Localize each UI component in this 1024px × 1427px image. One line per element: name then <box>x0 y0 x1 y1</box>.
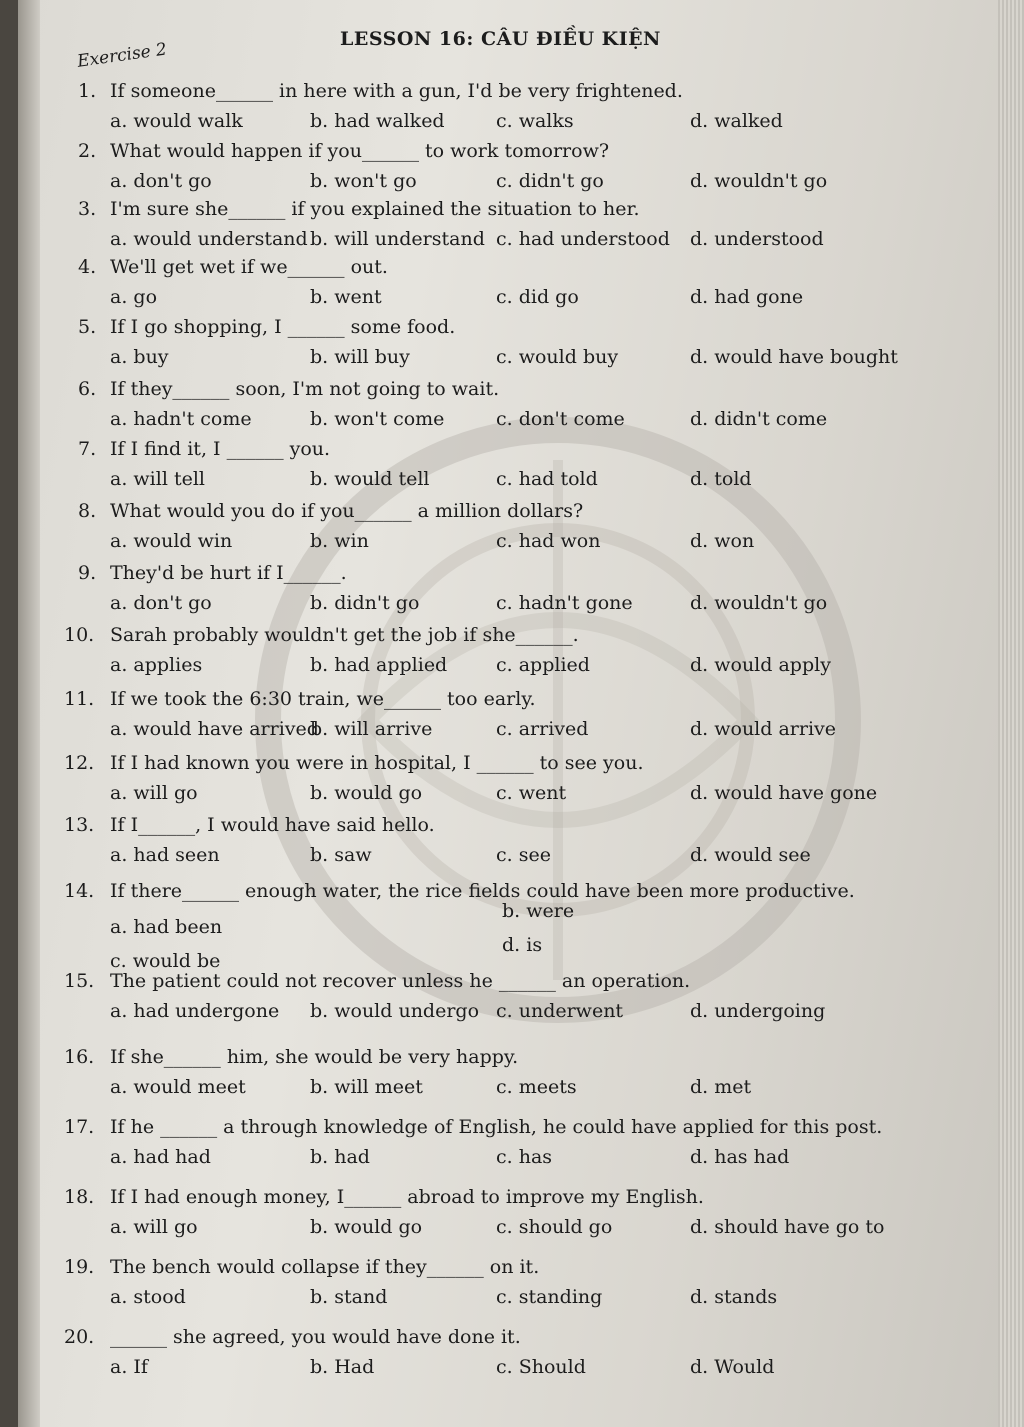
question-item <box>50 1256 950 1316</box>
question-stem: The bench would collapse if they______ on it. <box>110 1256 540 1278</box>
question-stem: If we took the 6:30 train, we______ too early. <box>110 688 536 710</box>
question-number: 12. <box>64 752 95 774</box>
question-stem: If I go shopping, I ______ some food. <box>110 316 456 338</box>
option-c[interactable]: c. went <box>496 782 567 804</box>
question-stem: I'm sure she______ if you explained the situation to her. <box>110 198 640 220</box>
question-number: 20. <box>64 1326 95 1348</box>
option-d[interactable]: d. would see <box>690 844 811 866</box>
option-d[interactable]: d. met <box>690 1076 752 1098</box>
question-item <box>50 1326 950 1386</box>
option-a[interactable]: a. will tell <box>110 468 205 490</box>
option-a[interactable]: a. don't go <box>110 170 212 192</box>
question-number: 2. <box>78 140 97 162</box>
question-stem: If I had known you were in hospital, I ______ to see you. <box>110 752 644 774</box>
question-item <box>50 316 950 376</box>
question-stem: If she______ him, she would be very happy. <box>110 1046 519 1068</box>
question-number: 14. <box>64 880 95 902</box>
option-a[interactable]: a. will go <box>110 1216 198 1238</box>
option-c[interactable]: c. meets <box>496 1076 577 1098</box>
question-item <box>50 880 950 980</box>
question-number: 6. <box>78 378 97 400</box>
option-d[interactable]: d. has had <box>690 1146 790 1168</box>
option-c[interactable]: c. arrived <box>496 718 589 740</box>
question-number: 19. <box>64 1256 95 1278</box>
question-item <box>50 562 950 622</box>
worksheet-page <box>18 0 1024 1427</box>
option-a[interactable]: a. had had <box>110 1146 211 1168</box>
question-stem: ______ she agreed, you would have done it. <box>110 1326 521 1348</box>
question-number: 15. <box>64 970 95 992</box>
option-a[interactable]: a. would win <box>110 530 233 552</box>
option-b[interactable]: b. will arrive <box>310 718 433 740</box>
option-c[interactable]: c. didn't go <box>496 170 604 192</box>
question-number: 7. <box>78 438 97 460</box>
question-number: 9. <box>78 562 97 584</box>
question-stem: The patient could not recover unless he ______ an operation. <box>110 970 691 992</box>
question-item <box>50 438 950 498</box>
question-number: 17. <box>64 1116 95 1138</box>
question-item <box>50 198 950 258</box>
option-c[interactable]: c. hadn't gone <box>496 592 633 614</box>
option-b[interactable]: b. won't go <box>310 170 417 192</box>
option-a[interactable]: a. applies <box>110 654 203 676</box>
question-item <box>50 814 950 874</box>
option-b[interactable]: b. will understand <box>310 228 485 250</box>
option-a[interactable]: a. had undergone <box>110 1000 280 1022</box>
option-c[interactable]: c. had understood <box>496 228 670 250</box>
option-c[interactable]: c. has <box>496 1146 553 1168</box>
question-stem: They'd be hurt if I______. <box>110 562 347 584</box>
question-stem: If I______, I would have said hello. <box>110 814 435 836</box>
option-d[interactable]: d. should have go to <box>690 1216 885 1238</box>
question-item <box>50 970 950 1030</box>
option-b[interactable]: b. win <box>310 530 369 552</box>
book-spine-shadow <box>18 0 40 1427</box>
question-number: 5. <box>78 316 97 338</box>
option-b[interactable]: b. didn't go <box>310 592 420 614</box>
option-b[interactable]: b. would tell <box>310 468 430 490</box>
option-d[interactable]: d. understood <box>690 228 824 250</box>
option-b[interactable]: b. will meet <box>310 1076 423 1098</box>
option-a[interactable]: a. had been <box>110 916 223 938</box>
option-b[interactable]: b. stand <box>310 1286 388 1308</box>
question-item <box>50 256 950 316</box>
option-c[interactable]: c. walks <box>496 110 574 132</box>
question-number: 4. <box>78 256 97 278</box>
option-b[interactable]: b. saw <box>310 844 372 866</box>
question-item <box>50 688 950 748</box>
option-d[interactable]: d. stands <box>690 1286 778 1308</box>
option-c[interactable]: c. had told <box>496 468 598 490</box>
page-edges <box>998 0 1024 1427</box>
option-a[interactable]: a. hadn't come <box>110 408 252 430</box>
question-item <box>50 500 950 560</box>
option-c[interactable]: c. underwent <box>496 1000 624 1022</box>
question-stem: If there______ enough water, the rice fields could have been more productive. <box>110 880 855 902</box>
option-b[interactable]: b. won't come <box>310 408 445 430</box>
option-d[interactable]: d. would arrive <box>690 718 837 740</box>
option-a[interactable]: a. don't go <box>110 592 212 614</box>
question-item <box>50 1046 950 1106</box>
question-item <box>50 1186 950 1246</box>
question-item <box>50 140 950 200</box>
question-number: 18. <box>64 1186 95 1208</box>
question-stem: If I had enough money, I______ abroad to improve my English. <box>110 1186 704 1208</box>
question-stem: If they______ soon, I'm not going to wait. <box>110 378 500 400</box>
option-d[interactable]: d. Would <box>690 1356 775 1378</box>
question-number: 16. <box>64 1046 95 1068</box>
option-a[interactable]: a. would understand <box>110 228 308 250</box>
question-number: 13. <box>64 814 95 836</box>
option-b[interactable]: b. will buy <box>310 346 410 368</box>
option-d[interactable]: d. undergoing <box>690 1000 826 1022</box>
question-number: 1. <box>78 80 97 102</box>
option-a[interactable]: a. had seen <box>110 844 220 866</box>
option-c[interactable]: c. should go <box>496 1216 613 1238</box>
option-c[interactable]: c. see <box>496 844 551 866</box>
question-stem: What would happen if you______ to work tomorrow? <box>110 140 610 162</box>
option-b[interactable]: b. Had <box>310 1356 375 1378</box>
option-d[interactable]: d. had gone <box>690 286 804 308</box>
question-item <box>50 624 950 684</box>
option-d[interactable]: d. would have bought <box>690 346 898 368</box>
option-a[interactable]: a. would have arrived <box>110 718 319 740</box>
question-number: 8. <box>78 500 97 522</box>
option-a[interactable]: a. stood <box>110 1286 186 1308</box>
option-b[interactable]: b. were <box>502 900 575 922</box>
option-b[interactable]: b. had <box>310 1146 370 1168</box>
question-stem: If he ______ a through knowledge of English, he could have applied for this post. <box>110 1116 883 1138</box>
option-b[interactable]: b. went <box>310 286 382 308</box>
question-number: 10. <box>64 624 95 646</box>
question-stem: Sarah probably wouldn't get the job if she______. <box>110 624 579 646</box>
option-a[interactable]: a. would meet <box>110 1076 246 1098</box>
option-a[interactable]: a. would walk <box>110 110 243 132</box>
option-d[interactable]: d. walked <box>690 110 783 132</box>
question-item <box>50 378 950 438</box>
option-d[interactable]: d. wouldn't go <box>690 592 828 614</box>
option-a[interactable]: a. If <box>110 1356 148 1378</box>
question-item <box>50 80 950 140</box>
option-a[interactable]: a. go <box>110 286 158 308</box>
question-number: 3. <box>78 198 97 220</box>
question-stem: We'll get wet if we______ out. <box>110 256 388 278</box>
option-d[interactable]: d. didn't come <box>690 408 828 430</box>
option-c[interactable]: c. would buy <box>496 346 619 368</box>
option-c[interactable]: c. don't come <box>496 408 625 430</box>
option-c[interactable]: c. had won <box>496 530 601 552</box>
option-c[interactable]: c. applied <box>496 654 590 676</box>
option-b[interactable]: b. had applied <box>310 654 448 676</box>
option-d[interactable]: d. told <box>690 468 752 490</box>
option-c[interactable]: c. did go <box>496 286 579 308</box>
question-stem: If I find it, I ______ you. <box>110 438 331 460</box>
option-c[interactable]: c. would be <box>110 950 221 972</box>
option-d[interactable]: d. would have gone <box>690 782 878 804</box>
question-item <box>50 1116 950 1176</box>
option-c[interactable]: c. Should <box>496 1356 586 1378</box>
question-stem: If someone______ in here with a gun, I'd be very frightened. <box>110 80 683 102</box>
question-stem: What would you do if you______ a million dollars? <box>110 500 584 522</box>
option-c[interactable]: c. standing <box>496 1286 603 1308</box>
option-d[interactable]: d. is <box>502 934 543 956</box>
option-b[interactable]: b. had walked <box>310 110 445 132</box>
page-title: LESSON 16: CÂU ĐIỀU KIỆN <box>340 28 661 50</box>
option-d[interactable]: d. wouldn't go <box>690 170 828 192</box>
question-item <box>50 752 950 812</box>
option-b[interactable]: b. would undergo <box>310 1000 480 1022</box>
option-a[interactable]: a. buy <box>110 346 169 368</box>
option-a[interactable]: a. will go <box>110 782 198 804</box>
option-d[interactable]: d. won <box>690 530 755 552</box>
question-number: 11. <box>64 688 95 710</box>
option-d[interactable]: d. would apply <box>690 654 831 676</box>
option-b[interactable]: b. would go <box>310 1216 423 1238</box>
exercise-label: Exercise 2 <box>76 39 169 72</box>
option-b[interactable]: b. would go <box>310 782 423 804</box>
